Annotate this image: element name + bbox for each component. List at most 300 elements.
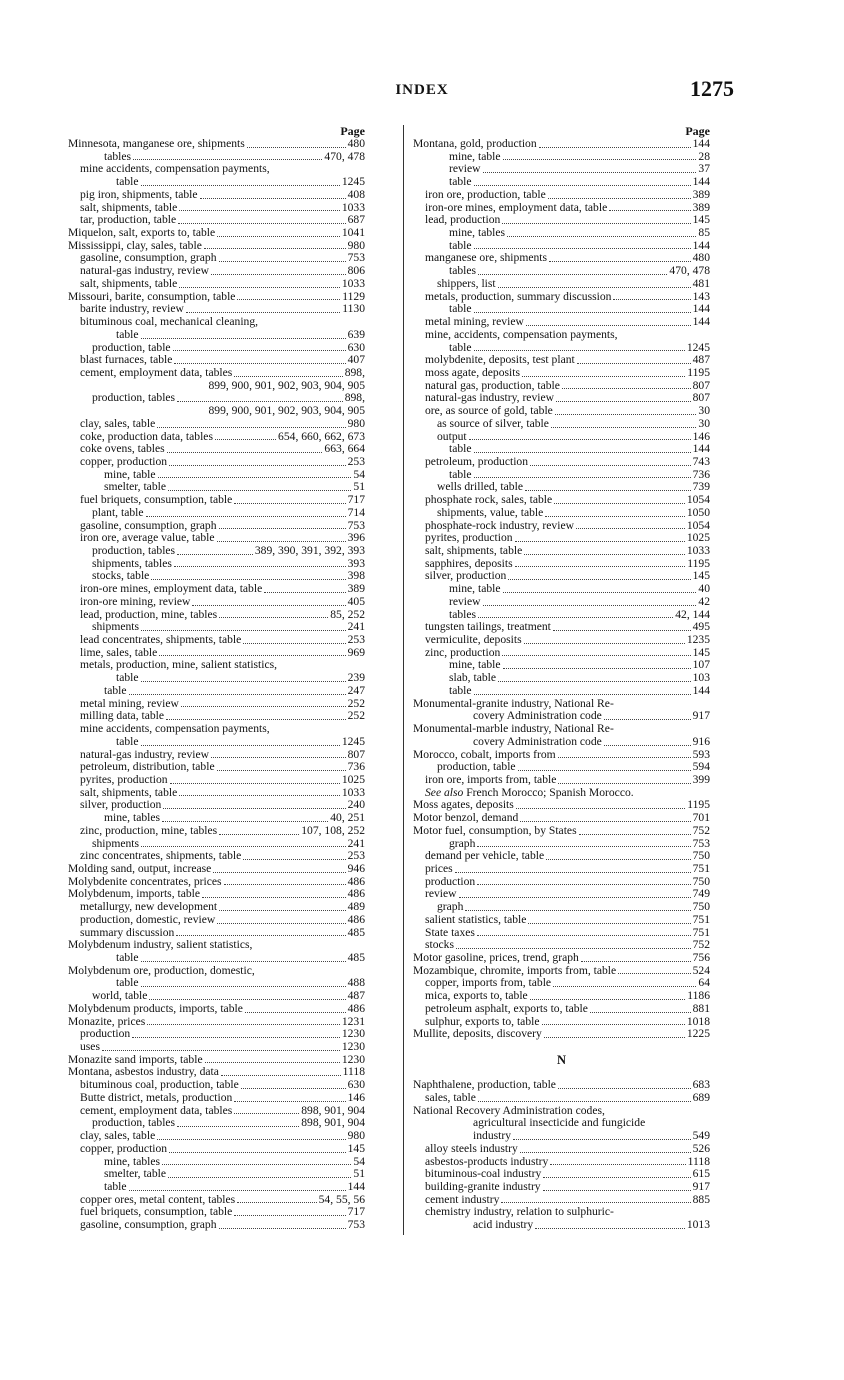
entry-page: 1033 [341, 276, 365, 290]
entry-page: 756 [692, 951, 710, 964]
entry-page: 751 [692, 925, 710, 939]
dot-leader [459, 897, 691, 898]
dot-leader [211, 757, 346, 758]
index-entry [68, 914, 365, 927]
entry-term: molybdenite, deposits, test plant [425, 353, 575, 367]
entry-page: 752 [692, 938, 710, 952]
entry-page: 751 [692, 861, 710, 875]
entry-term: shippers, list [437, 276, 496, 290]
entry-term: Butte district, metals, production [80, 1090, 233, 1104]
entry-term: production, tables [92, 1116, 176, 1130]
entry-page: 1195 [687, 798, 710, 812]
entry-page: 750 [692, 849, 710, 863]
dot-leader [477, 846, 690, 847]
dot-leader [169, 1152, 346, 1153]
page-column-label: Page [685, 124, 710, 138]
dot-leader [141, 961, 346, 962]
dot-leader [241, 1088, 346, 1089]
entry-term: copper ores, metal content, tables [80, 1192, 236, 1206]
dot-leader [141, 630, 346, 631]
entry-term: production [80, 1027, 131, 1041]
index-entry [68, 672, 365, 685]
entry-term: cement industry [425, 1192, 500, 1206]
dot-leader [478, 617, 673, 618]
entry-term: graph [449, 836, 476, 850]
dot-leader [477, 935, 691, 936]
dot-leader [179, 795, 340, 796]
dot-leader [548, 198, 691, 199]
dot-leader [528, 923, 690, 924]
index-entry [413, 901, 710, 914]
dot-leader [530, 465, 691, 466]
dot-leader [234, 1113, 299, 1114]
entry-term: mine, table [104, 467, 156, 481]
dot-leader [158, 477, 352, 478]
index-entry [413, 1181, 710, 1194]
entry-page: 42 [698, 594, 710, 608]
dot-leader [133, 159, 322, 160]
entry-term: zinc concentrates, shipments, table [80, 849, 242, 863]
index-entry [413, 278, 710, 291]
entry-page: 917 [692, 1179, 710, 1193]
index-entry [68, 329, 365, 342]
entry-term: mine, tables [449, 226, 506, 240]
index-entry [413, 316, 710, 329]
dot-leader [141, 846, 346, 847]
dot-leader [169, 465, 346, 466]
dot-leader [474, 350, 685, 351]
entry-page: 1231 [341, 1014, 365, 1028]
entry-page: 398 [347, 569, 365, 583]
entry-term: shipments, tables [92, 556, 172, 570]
entry-term: production, table [437, 760, 516, 774]
index-entry [68, 1219, 365, 1232]
entry-term: table [449, 467, 472, 481]
entry-page: 30 [698, 404, 710, 418]
entry-page: 752 [692, 823, 710, 837]
entry-term: State taxes [425, 925, 475, 939]
dot-leader [516, 808, 685, 809]
entry-term: mine accidents, compensation payments, [80, 162, 270, 176]
entry-term: production, tables [92, 391, 176, 405]
entry-page: 615 [692, 1167, 710, 1181]
entry-term: production, table [92, 340, 171, 354]
dot-leader [237, 1202, 316, 1203]
entry-term: Mullite, deposits, discovery [413, 1027, 542, 1041]
dot-leader [217, 923, 345, 924]
entry-page: 917 [692, 709, 710, 723]
entry-term: Monazite, prices [68, 1014, 146, 1028]
index-column-right [413, 124, 710, 1232]
dot-leader [524, 643, 685, 644]
dot-leader [217, 541, 346, 542]
entry-term: petroleum, distribution, table [80, 760, 215, 774]
dot-leader [132, 1037, 340, 1038]
dot-leader [604, 719, 691, 720]
dot-leader [141, 185, 340, 186]
dot-leader [498, 681, 691, 682]
dot-leader [544, 1037, 685, 1038]
dot-leader [604, 745, 691, 746]
entry-page: 1050 [686, 505, 710, 519]
dot-leader [502, 223, 690, 224]
entry-term: phosphate-rock industry, review [425, 518, 574, 532]
entry-term: building-granite industry [425, 1179, 541, 1193]
index-entry [413, 672, 710, 685]
dot-leader [501, 1202, 690, 1203]
dot-leader [483, 172, 697, 173]
dot-leader [524, 554, 685, 555]
dot-leader [219, 834, 299, 835]
dot-leader [503, 668, 691, 669]
entry-term: table [449, 238, 472, 252]
dot-leader [515, 566, 686, 567]
index-entry [413, 494, 710, 507]
dot-leader [177, 1126, 299, 1127]
entry-term: table [449, 683, 472, 697]
entry-page: 144 [692, 238, 710, 252]
dot-leader [477, 884, 690, 885]
entry-term: silver, production [80, 798, 162, 812]
entry-page: 1245 [686, 340, 710, 354]
entry-term: gasoline, consumption, graph [80, 518, 217, 532]
index-entry [413, 189, 710, 202]
entry-term: Mississippi, clay, sales, table [68, 238, 202, 252]
dot-leader [219, 1228, 346, 1229]
entry-term: mica, exports to, table [425, 989, 528, 1003]
entry-term: Missouri, barite, consumption, table [68, 289, 236, 303]
dot-leader [217, 770, 346, 771]
entry-term: fuel briquets, consumption, table [80, 493, 233, 507]
index-entry [68, 1003, 365, 1016]
dot-leader [202, 897, 346, 898]
entry-term: prices [425, 861, 453, 875]
index-entry [413, 265, 710, 278]
entry-page: 42, 144 [675, 607, 710, 621]
entry-term: output [437, 429, 467, 443]
index-entry [413, 1219, 710, 1232]
entry-term: Molybdenum products, imports, table [68, 1001, 243, 1015]
entry-page: 1230 [341, 1040, 365, 1054]
dot-leader [211, 274, 346, 275]
dot-leader [181, 706, 346, 707]
entry-term: tar, production, table [80, 213, 177, 227]
index-entry [68, 405, 365, 418]
index-entry [413, 723, 710, 736]
dot-leader [455, 872, 691, 873]
entry-page: 663, 664 [324, 442, 365, 456]
dot-leader [141, 338, 346, 339]
entry-page: 749 [692, 887, 710, 901]
dot-leader [535, 1228, 685, 1229]
entry-term: clay, sales, table [80, 416, 156, 430]
index-entry [68, 774, 365, 787]
dot-leader [618, 973, 690, 974]
entry-term: production, domestic, review [80, 912, 216, 926]
entry-page: 1195 [687, 556, 710, 570]
dot-leader [456, 948, 691, 949]
index-entry [413, 914, 710, 927]
entry-page: 486 [347, 874, 365, 888]
entry-term: table [116, 976, 139, 990]
entry-term: Morocco, cobalt, imports from [413, 747, 556, 761]
dot-leader [151, 579, 345, 580]
entry-term: Molybdenum industry, salient statistics, [68, 938, 253, 952]
entry-term: table [449, 175, 472, 189]
entry-term: iron-ore mining, review [80, 594, 191, 608]
entry-page: 683 [692, 1078, 710, 1092]
entry-page: 1033 [341, 785, 365, 799]
entry-page: 1186 [687, 989, 710, 1003]
dot-leader [157, 1139, 345, 1140]
dot-leader [478, 1101, 691, 1102]
entry-term: review [425, 887, 457, 901]
entry-page: 480 [692, 251, 710, 265]
dot-leader [147, 1024, 340, 1025]
dot-leader [168, 1177, 351, 1178]
dot-leader [173, 350, 346, 351]
entry-page: 750 [692, 874, 710, 888]
entry-term: review [449, 594, 481, 608]
entry-term: sapphires, deposits [425, 556, 513, 570]
entry-page: 1025 [686, 531, 710, 545]
entry-page: 253 [347, 633, 365, 647]
dot-leader [174, 566, 346, 567]
dot-leader [178, 223, 345, 224]
dot-leader [177, 401, 343, 402]
dot-leader [234, 1101, 345, 1102]
entry-term: barite industry, review [80, 302, 184, 316]
entry-term: blast furnaces, table [80, 353, 173, 367]
entry-page: 946 [347, 861, 365, 875]
entry-term: metal mining, review [425, 315, 524, 329]
entry-page: 807 [347, 747, 365, 761]
dot-leader [590, 1012, 691, 1013]
entry-page: 51 [353, 1167, 365, 1181]
index-entry [68, 265, 365, 278]
entry-term: fuel briquets, consumption, table [80, 1205, 233, 1219]
index-entry [68, 825, 365, 838]
dot-leader [562, 388, 691, 389]
index-entry [68, 507, 365, 520]
entry-term: tungsten tailings, treatment [425, 620, 551, 634]
entry-term: Moss agates, deposits [413, 798, 514, 812]
entry-term: demand per vehicle, table [425, 849, 545, 863]
dot-leader [141, 745, 340, 746]
entry-page: 146 [692, 429, 710, 443]
dot-leader [245, 1012, 346, 1013]
entry-page: 751 [692, 912, 710, 926]
entry-page: 146 [347, 1090, 365, 1104]
dot-leader [553, 630, 691, 631]
entry-term: salt, shipments, table [80, 200, 178, 214]
entry-page: 743 [692, 454, 710, 468]
dot-leader [522, 376, 685, 377]
page-column-label: Page [340, 124, 365, 138]
entry-page: 736 [347, 760, 365, 774]
dot-leader [503, 592, 697, 593]
entry-term: 899, 900, 901, 902, 903, 904, 905 [208, 378, 365, 392]
entry-term: zinc, production [425, 645, 501, 659]
entry-term: natural-gas industry, review [80, 264, 209, 278]
entry-page: 408 [347, 187, 365, 201]
entry-page: 252 [347, 696, 365, 710]
entry-page: 247 [347, 683, 365, 697]
entry-page: 1118 [342, 1065, 365, 1079]
entry-page: 487 [692, 353, 710, 367]
entry-page: 807 [692, 391, 710, 405]
dot-leader [162, 1164, 351, 1165]
entry-page: 144 [692, 683, 710, 697]
dot-leader [554, 503, 685, 504]
entry-term: natural-gas industry, review [425, 391, 554, 405]
entry-term: gasoline, consumption, graph [80, 251, 217, 265]
entry-page: 485 [347, 951, 365, 964]
entry-term: salt, shipments, table [80, 785, 178, 799]
dot-leader [555, 414, 697, 415]
entry-page: 885 [692, 1192, 710, 1206]
entry-term: iron-ore mines, employment data, table [425, 200, 608, 214]
dot-leader [518, 770, 691, 771]
dot-leader [159, 655, 345, 656]
index-entry [68, 1092, 365, 1105]
entry-term: tables [449, 607, 477, 621]
entry-page: 28 [698, 149, 710, 163]
entry-page: 144 [692, 302, 710, 316]
dot-leader [526, 325, 691, 326]
dot-leader [264, 592, 345, 593]
entry-term: table [449, 340, 472, 354]
entry-term: pig iron, shipments, table [80, 187, 198, 201]
dot-leader [558, 757, 691, 758]
entry-term: mine, table [449, 658, 501, 672]
dot-leader [609, 210, 690, 211]
index-entry [413, 138, 710, 151]
index-entry [413, 825, 710, 838]
entry-term: as source of silver, table [437, 416, 549, 430]
entry-page: 714 [347, 505, 365, 519]
entry-term: coke, production data, tables [80, 429, 213, 443]
dot-leader [166, 719, 346, 720]
dot-leader [167, 452, 323, 453]
dot-leader [129, 1190, 346, 1191]
dot-leader [556, 401, 691, 402]
dot-leader [243, 859, 345, 860]
entry-term: petroleum asphalt, exports to, table [425, 1001, 588, 1015]
entry-term: pyrites, production [425, 531, 513, 545]
index-entry [68, 316, 365, 329]
entry-term: sulphur, exports to, table [425, 1014, 540, 1028]
entry-page: 717 [347, 1205, 365, 1219]
entry-page: 495 [692, 620, 710, 634]
index-entry [68, 545, 365, 558]
index-entry [68, 1041, 365, 1054]
entry-page: 40, 251 [330, 811, 365, 825]
entry-term: table [116, 671, 139, 685]
index-entry [68, 456, 365, 469]
entry-page: 37 [698, 162, 710, 176]
entry-term: table [104, 1179, 127, 1193]
entry-term: uses [80, 1040, 100, 1054]
entry-term: tables [449, 264, 477, 278]
entry-term: Molybdenite concentrates, prices [68, 874, 222, 888]
entry-page: 488 [347, 976, 365, 990]
dot-leader [219, 617, 328, 618]
entry-page: 1054 [686, 518, 710, 532]
entry-page: 1118 [687, 1154, 710, 1168]
entry-term: stocks [425, 938, 454, 952]
index-entry [68, 736, 365, 749]
entry-page: 980 [347, 416, 365, 430]
entry-page: 739 [692, 480, 710, 494]
dot-leader [141, 681, 346, 682]
dot-leader [508, 579, 690, 580]
entry-page: 486 [347, 912, 365, 926]
dot-leader [141, 986, 346, 987]
entry-page: 481 [692, 276, 710, 290]
index-entry [413, 1206, 710, 1219]
entry-term: Molding sand, output, increase [68, 861, 212, 875]
dot-leader [177, 554, 253, 555]
dot-leader [530, 999, 686, 1000]
entry-page: 489 [347, 900, 365, 914]
index-entry [413, 596, 710, 609]
index-list [413, 138, 710, 1232]
entry-term: mine, accidents, compensation payments, [425, 327, 618, 341]
dot-leader [200, 198, 346, 199]
dot-leader [170, 783, 340, 784]
entry-page: 241 [347, 620, 365, 634]
index-entry [68, 965, 365, 978]
dot-leader [478, 274, 667, 275]
dot-leader [247, 147, 346, 148]
entry-page: 1041 [341, 226, 365, 240]
entry-page: 701 [692, 811, 710, 825]
entry-term: manganese ore, shipments [425, 251, 548, 265]
dot-leader [551, 427, 697, 428]
dot-leader [576, 528, 685, 529]
entry-page: 103 [692, 671, 710, 685]
entry-term: table [116, 734, 139, 748]
dot-leader [129, 694, 346, 695]
entry-page: 689 [692, 1090, 710, 1104]
entry-term: clay, sales, table [80, 1129, 156, 1143]
entry-page: 1230 [341, 1052, 365, 1066]
entry-page: 916 [692, 734, 710, 748]
entry-page: 144 [692, 315, 710, 329]
dot-leader [525, 490, 691, 491]
dot-leader [162, 821, 328, 822]
entry-term: Montana, gold, production [413, 137, 537, 150]
entry-term: Miquelon, salt, exports to, table [68, 226, 216, 240]
entry-term: silver, production [425, 569, 507, 583]
index-entry [413, 850, 710, 863]
dot-leader [234, 503, 345, 504]
entry-term: iron ore, production, table [425, 187, 546, 201]
entry-term: shipments [92, 620, 140, 634]
entry-term: production, tables [92, 544, 176, 557]
dot-leader [558, 783, 690, 784]
dot-leader [243, 643, 345, 644]
entry-term: summary discussion [80, 925, 175, 939]
entry-page: 85 [698, 226, 710, 240]
index-entry [68, 1181, 365, 1194]
entry-page: 639 [347, 327, 365, 341]
entry-page: 480 [347, 137, 365, 150]
dot-leader [219, 261, 346, 262]
entry-term: pyrites, production [80, 772, 168, 786]
index-entry [68, 952, 365, 965]
